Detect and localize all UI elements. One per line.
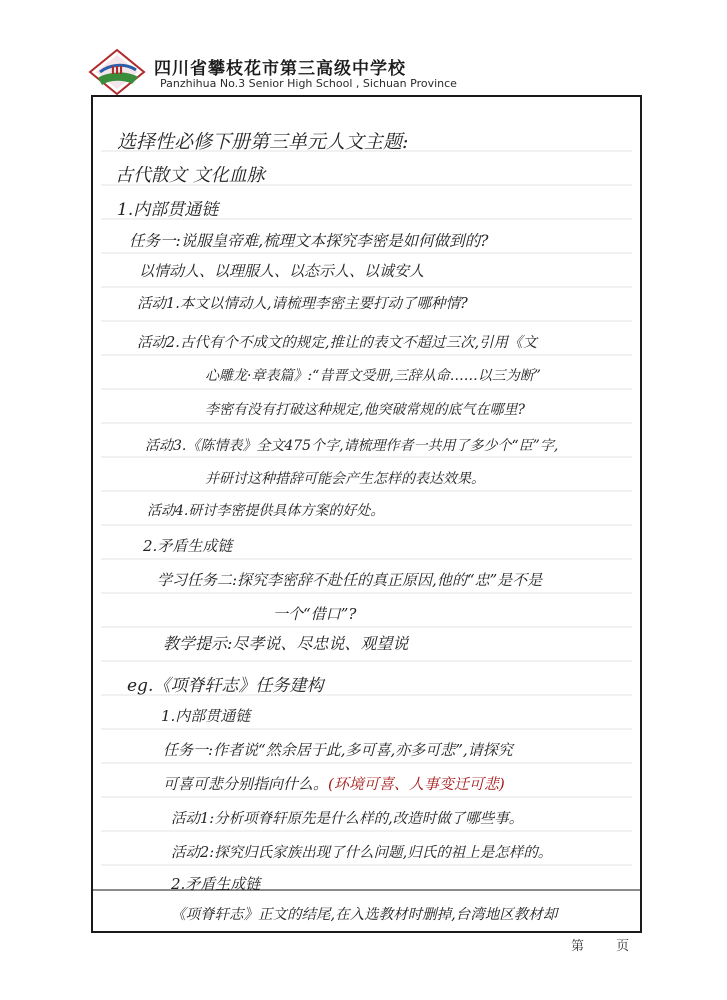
note-line-20 <box>163 773 505 794</box>
note-line-13: 2.矛盾生成链 <box>143 537 233 555</box>
note-line-8: 心雕龙·章表篇》:“昔晋文受册,三辞从命……以三为断” <box>205 368 541 384</box>
note-line-4: 任务一:说服皇帝难,梳理文本探究李密是如何做到的? <box>129 232 489 250</box>
lined-paper <box>91 95 642 933</box>
school-name-chinese: 四川省攀枝花市第三高级中学校 <box>154 59 406 79</box>
note-line-18: 1.内部贯通链 <box>161 707 251 725</box>
note-line-15: 一个“借口”? <box>273 605 357 623</box>
note-line-2: 古代散文 文化血脉 <box>115 165 265 186</box>
note-line-7: 活动2.古代有个不成文的规定,推让的表文不超过三次,引用《文 <box>137 335 538 351</box>
note-line-17: eg.《项脊轩志》任务建构 <box>127 676 324 696</box>
note-line-11: 并研讨这种措辞可能会产生怎样的表达效果。 <box>205 471 485 487</box>
note-line-12: 活动4.研讨李密提供具体方案的好处。 <box>147 503 385 519</box>
page-number-label: 第 页 <box>571 939 630 954</box>
note-line-20-red-answer: (环境可喜、人事变迁可悲) <box>328 775 505 793</box>
note-line-6: 活动1.本文以情动人,请梳理李密主要打动了哪种情? <box>137 296 468 312</box>
note-line-22: 活动2:探究归氏家族出现了什么问题,归氏的祖上是怎样的。 <box>171 845 553 861</box>
note-line-9: 李密有没有打破这种规定,他突破常规的底气在哪里? <box>205 402 525 418</box>
note-line-5: 以情动人、以理服人、以态示人、以诚安人 <box>139 262 425 280</box>
note-line-10: 活动3.《陈情表》全文475个字,请梳理作者一共用了多少个“臣”字, <box>145 438 559 454</box>
note-line-23: 2.矛盾生成链 <box>171 875 261 893</box>
svg-text:III: III <box>110 64 124 77</box>
note-line-20-text: 可喜可悲分别指向什么。 <box>163 775 329 793</box>
school-name-english: Panzhihua No.3 Senior High School , Sichuan Province <box>160 77 457 90</box>
note-line-1: 选择性必修下册第三单元人文主题: <box>117 131 409 153</box>
note-line-14: 学习任务二:探究李密辞不赴任的真正原因,他的“忠”是不是 <box>157 571 543 589</box>
note-line-19: 任务一:作者说“然余居于此,多可喜,亦多可悲”,请探究 <box>163 741 513 759</box>
note-line-3: 1.内部贯通链 <box>117 200 219 220</box>
note-line-16: 教学提示:尽孝说、尽忠说、观望说 <box>163 634 409 653</box>
page-header <box>88 48 508 98</box>
note-line-24: 《项脊轩志》正文的结尾,在入选教材时删掉,台湾地区教材却 <box>171 907 558 923</box>
school-emblem-icon <box>88 48 146 98</box>
note-line-21: 活动1:分析项脊轩原先是什么样的,改造时做了哪些事。 <box>171 811 524 827</box>
